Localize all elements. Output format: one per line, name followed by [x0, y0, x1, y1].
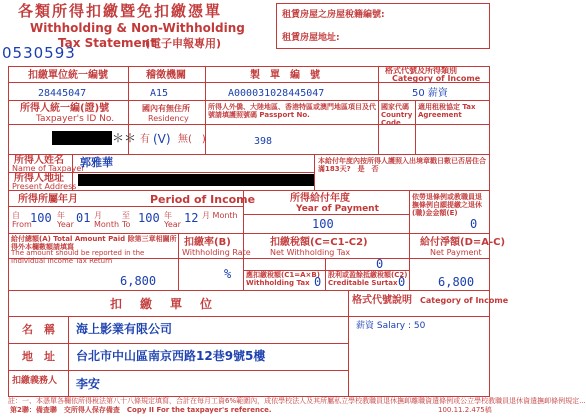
payer-address-value: 台北市中山區南京西路12巷9號5樓: [76, 349, 266, 363]
treaty-label: 適用租稅協定 Tax Agreement: [418, 103, 476, 119]
to-label: 至 To: [122, 211, 131, 229]
name-label-en: Name of Taxpayer: [12, 164, 85, 173]
yes-mark: (V): [153, 132, 171, 146]
period-label-zh: 所得所屬年月: [18, 194, 78, 205]
address-label-en: Present Address: [12, 182, 77, 191]
id-label-zh: 所得人統一編(證)號: [20, 103, 110, 114]
payer-person-value: 李安: [76, 377, 101, 391]
redacted-id: [52, 131, 112, 145]
rent-address-label: 租賃房屋地址:: [282, 33, 340, 43]
payer-name-label: 名 稱: [22, 323, 55, 336]
payer-format-label: 格式代號說明: [352, 295, 412, 306]
office-label: 稽徵機關: [146, 70, 186, 81]
to-month-word: 月 Month: [202, 211, 238, 220]
payer-name-value: 海上影業有限公司: [76, 322, 173, 336]
passport-label: 所得人外僑、大陸地區、香港特區或澳門地區項目及代號請填護照號碼 Passport No.: [208, 103, 376, 119]
gross-label: 給付總額(A) Total Amount Paid 除第三章相關所得外本欄數額請填寫: [11, 235, 177, 251]
footer-copy-label: 第2聯：備查聯 交所得人保存備查 Copy II For the taxpayer's reference.: [10, 406, 272, 414]
voluntary-pension-label: 依勞退條例或教職員退撫條例自願提繳之退休(職)金金額(E): [412, 193, 482, 217]
redacted-address: [78, 174, 314, 186]
unit-no-label: 扣繳單位統一編號: [28, 70, 108, 81]
pay-year-label-en: Year of Payment: [296, 204, 379, 214]
id-masked: ＊＊: [112, 131, 137, 145]
footer-form-no: 100.11.2.475稿: [438, 406, 492, 414]
to-month: 12: [184, 211, 199, 225]
gross-note: The amount should be reported in the Individual Income Tax Return: [11, 249, 145, 265]
yes-label: 有: [140, 134, 150, 145]
net-pay-value: 6,800: [438, 275, 475, 289]
pay-year-value: 100: [312, 217, 334, 231]
c2-label: 股利或盈餘抵繳稅額(C2) Creditable Surtax: [328, 271, 408, 287]
payer-section-label: 扣 繳 單 位: [110, 297, 216, 311]
format-label-zh: 格式代號及所得類別: [385, 66, 457, 75]
c2-value: 0: [398, 275, 406, 289]
footer-note: 註：一、本憑單各欄依所得稅法第八十八條規定填寫，合計在每月工資6%範圍內，成依學校法人及其所屬私立學校教職員退休撫卹離職資遣條例或公立學校教職員退休資遣撫卹條例規定...: [8, 397, 586, 405]
doc-no-label: 製 單 編 號: [250, 70, 320, 81]
c1-label: 應扣繳稅額(C1=A×B) Withholding Tax: [246, 271, 320, 287]
from-month-word: 月 Month: [94, 211, 120, 229]
form-title-en-2: Tax Statement: [58, 36, 156, 50]
net-pay-label-zh: 給付淨額(D=A-C): [420, 237, 506, 248]
form-title-mode: (電子申報專用): [145, 37, 222, 50]
period-label-en: Period of Income: [150, 193, 256, 206]
to-year-word: 年 Year: [164, 211, 181, 229]
frame-right: [489, 66, 490, 397]
net-wh-value: 0: [376, 257, 384, 271]
country-label: 國家代碼 Country Code: [381, 103, 413, 127]
net-wh-label-en: Net Withholding Tax: [270, 248, 351, 257]
net-wh-label-zh: 扣繳稅額(C=C1-C2): [270, 237, 368, 248]
from-year: 100: [30, 211, 52, 225]
form-title-zh: 各類所得扣繳暨免扣繳憑單: [18, 2, 223, 20]
rate-label-zh: 扣繳率(B): [184, 237, 231, 248]
c1-value: 0: [314, 275, 322, 289]
format-value: 50 薪資: [412, 88, 448, 99]
no-label: 無( ): [178, 134, 206, 145]
from-label: 自 From: [12, 211, 32, 229]
payer-format-label-en: Category of Income: [420, 296, 509, 305]
gross-value: 6,800: [120, 274, 157, 288]
unit-no-value: 28445047: [38, 88, 87, 99]
residency-label-en: Residency: [148, 114, 189, 123]
form-title-en-1: Withholding & Non-Withholding: [30, 21, 245, 35]
rate-value: %: [224, 267, 232, 281]
payer-person-label: 扣繳義務人: [12, 376, 58, 386]
to-year: 100: [138, 211, 160, 225]
country-value: 398: [254, 136, 273, 147]
net-pay-label-en: Net Payment: [430, 248, 482, 257]
payer-address-label: 地 址: [22, 350, 55, 363]
rate-label-en: Withholding Rate: [182, 248, 251, 257]
payer-format-value: 薪資 Salary : 50: [356, 321, 426, 331]
residency-183-note: 本給付年度內按所得人護照入出境章戳日數已否居住合滿183天? 是 否: [318, 157, 486, 173]
serial-number: 0530593: [2, 44, 76, 62]
pay-year-label-zh: 所得給付年度: [290, 193, 350, 204]
from-year-word: 年 Year: [57, 211, 74, 229]
office-value: A15: [150, 88, 169, 99]
voluntary-pension-value: 0: [470, 217, 478, 231]
residency-label-zh: 國內有無住所: [142, 104, 190, 113]
address-label-zh: 所得人地址: [14, 173, 64, 184]
name-label-zh: 所得人姓名: [14, 155, 64, 166]
from-month: 01: [76, 211, 91, 225]
id-label-en: Taxpayer's ID No.: [36, 114, 115, 124]
doc-no-value: A000031028445047: [228, 88, 325, 99]
rent-tax-no-label: 租賃房屋之房屋稅籍編號:: [282, 10, 385, 20]
frame-left: [8, 66, 9, 397]
format-label-en: Category of Income: [392, 74, 481, 83]
taxpayer-name-value: 郭雅華: [80, 156, 113, 169]
